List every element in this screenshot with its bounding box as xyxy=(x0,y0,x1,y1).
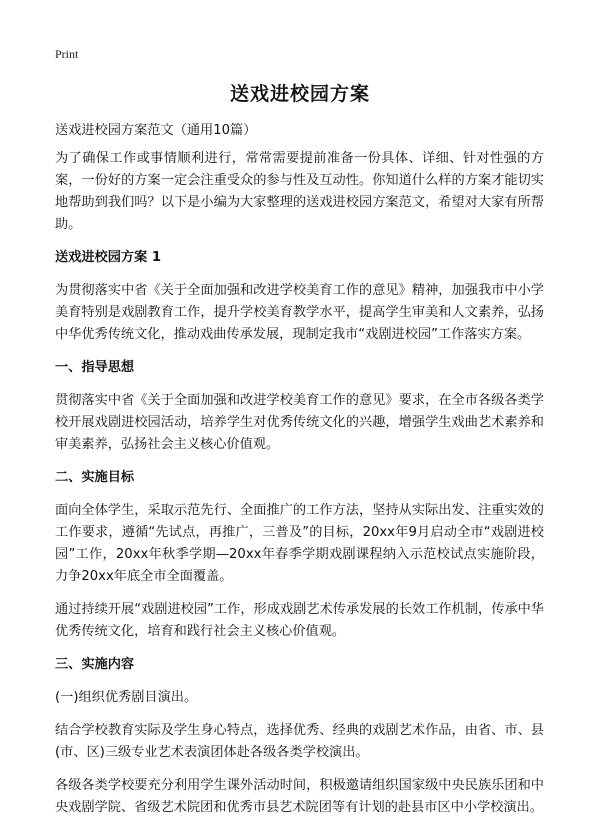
implementation-content-item-1: (一)组织优秀剧目演出。 xyxy=(55,690,198,705)
guiding-ideology-paragraph: 贯彻落实中省《关于全面加强和改进学校美育工作的意见》要求，在全市各级各类学校开展戏剧进校园活动，培养学生对优秀传统文化的兴趣，增强学生戏曲艺术素养和审美素养，弘扬社会主义核心价值观。 xyxy=(55,393,544,452)
implementation-goals-paragraph-1: 面向全体学生，采取示范先行、全面推广的工作方法，坚持从实际出发、注重实效的工作要求，遵循“先试点，再推广，三普及”的目标，20xx年9月启动全市“戏剧进校园”工作，20xx年秋季学期—20xx年春季学期戏剧课程纳入示范校试点实施阶段，力争20xx年底全市全面覆盖。 xyxy=(55,503,544,584)
section-1-paragraph: 为贯彻落实中省《关于全面加强和改进学校美育工作的意见》精神，加强我市中小学美育特别是戏剧教育工作，提升学校美育教学水平，提高学生审美和人文素养，弘扬中华优秀传统文化，推动戏曲传承发展，现制定我市“戏剧进校园”工作落实方案。 xyxy=(55,283,544,342)
heading-implementation-content: 三、实施内容 xyxy=(55,657,135,672)
implementation-goals-paragraph-2: 通过持续开展“戏剧进校园”工作，形成戏剧艺术传承发展的长效工作机制，传承中华优秀传统文化，培育和践行社会主义核心价值观。 xyxy=(55,602,544,639)
document-subtitle: 送戏进校园方案范文（通用10篇） xyxy=(55,123,257,138)
implementation-content-paragraph-1: 结合学校教育实际及学生身心特点，选择优秀、经典的戏剧艺术作品，由省、市、县(市、区)三级专业艺术表演团体赴各级各类学校演出。 xyxy=(55,723,544,760)
print-link[interactable]: Print xyxy=(55,47,79,61)
heading-implementation-goals: 二、实施目标 xyxy=(55,470,135,485)
document-body xyxy=(55,120,544,828)
intro-paragraph: 为了确保工作或事情顺利进行，常常需要提前准备一份具体、详细、针对性强的方案，一份好的方案一定会注重受众的参与性及互动性。你知道什么样的方案才能切实地帮助到我们吗？以下是小编为大家整理的送戏进校园方案范文，希望对大家有所帮助。 xyxy=(55,151,544,232)
implementation-content-paragraph-2: 各级各类学校要充分利用学生课外活动时间，积极邀请组织国家级中央民族乐团和中央戏剧学院、省级艺术院团和优秀市县艺术院团等有计划的赴县市区中小学校演出。 xyxy=(55,778,544,815)
heading-guiding-ideology: 一、指导思想 xyxy=(55,360,135,375)
section-1-title: 送戏进校园方案 1 xyxy=(55,250,162,265)
page-title: 送戏进校园方案 xyxy=(229,83,370,105)
